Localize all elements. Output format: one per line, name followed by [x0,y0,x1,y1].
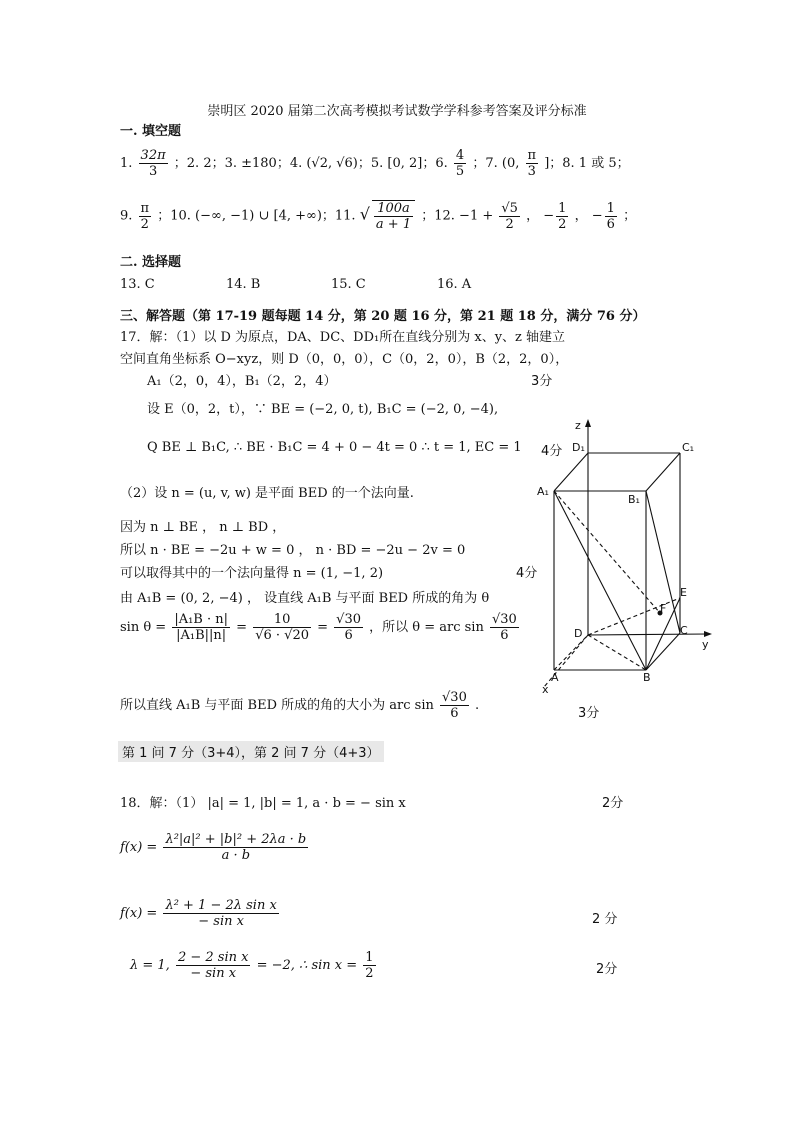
p18-line-1: 18．解：（1） |a| = 1, |b| = 1, a · b = − sin x [120,796,406,811]
fraction: $\frac{\pi}{2}$ [140,200,150,232]
fraction: $\frac{√30}{6}$ [442,690,467,721]
p17-line-3: A₁（2，0，4），B₁（2，2，4） [147,374,337,389]
label-D1: D₁ [572,441,585,454]
cuboid-figure [530,415,720,700]
choice-answer-13: 13. C [120,277,155,292]
label-C: C [680,624,688,637]
p17-line-1: 17．解：（1）以 D 为原点，DA、DC、DD₁所在直线分别为 x、y、z 轴建立 [120,330,566,345]
fraction: $\frac{1}{6}$ [606,200,615,232]
label-E: E [680,586,687,599]
fraction: $\frac{\text{λ²|a|² + |b|² + 2λa · b}}{a \cdot b}$ [165,832,307,863]
p18-formula-2: f(x) = $\frac{\text{λ² + 1 − 2λ sin x}}{\text{− sin x}}$ [120,898,277,929]
answers-text: ；12. −1 + [421,208,494,224]
fraction: $\frac{\text{2 − 2 sin x}}{\text{− sin x}}$ [177,950,249,981]
fraction: $\frac{\pi}{3}$ [527,148,537,179]
fraction: $\frac{1}{2}$ [558,200,567,232]
fill-blank-line-2: 9. $\frac{\pi}{2}$ ；10. (−∞, −1) ∪ [4, +∞)；11. √ $\frac{100a}{a + 1}$ ；12. −1 + $\frac{√5}{2}$ ， − $\frac{1}{2}$ ， − $\frac{1}{6}$ ； [120,200,637,232]
item-number: 1. [120,156,133,171]
scoring-note: 第 1 问 7 分（3+4），第 2 问 7 分（4+3） [118,741,384,762]
label-D: D [574,627,583,640]
choice-answer-14: 14. B [226,277,261,292]
score-label: 2分 [602,796,624,811]
sqrt-fraction: $\frac{100a}{a + 1}$ [372,200,415,232]
label-C1: C₁ [682,441,695,454]
edge-BC [646,633,680,670]
answers-text: ；10. (−∞, −1) ∪ [4, +∞)；11. [157,208,356,224]
answers-text: ；7. (0, [472,156,520,171]
fraction: $\frac{1}{2}$ [365,950,374,981]
edge-A1D1 [554,453,588,491]
fill-blank-line-1 [120,148,630,179]
label-A1: A₁ [537,485,549,498]
p17-line-2: 空间直角坐标系 O−xyz，则 D（0，0，0），C（0，2，0），B（2，2，0）， [120,352,569,367]
section-solution-heading: 三、解答题（第 17-19 题每题 14 分，第 20 题 16 分，第 21 题 18 分，满分 76 分） [120,309,646,324]
score-label: 2 分 [592,912,618,927]
edge-B1C1 [646,453,680,491]
score-label: 3分 [531,374,553,389]
choice-answer-16: 16. A [437,277,472,292]
answers-text: ]；8. 1 或 5； [544,156,630,171]
p17-line-6: （2）设 n = (u, v, w) 是平面 BED 的一个法向量. [120,486,414,501]
fraction: $\frac{10}{√6 \cdot √20}$ [255,612,309,643]
page-title: 崇明区 2020 届第二次高考模拟考试数学学科参考答案及评分标准 [207,104,587,119]
label-B1: B₁ [628,493,640,506]
label-x: x [542,683,549,696]
section-choice-heading: 二. 选择题 [120,255,182,270]
p17-sin-formula: sin θ = $\frac{\text{|A₁B · n|}}{\text{|A₁B||n|}}$ = $\frac{10}{√6 \cdot √20}$ = $\frac{√30}{6}$ ，所以 θ = arc sin $\frac{√30}{6}$ [120,612,517,643]
z-arrow [585,419,591,427]
y-axis [588,634,708,635]
p17-line-10: 由 A₁B = (0, 2, −4) ， 设直线 A₁B 与平面 BED 所成的角为 θ [120,591,490,606]
fraction: $\frac{√30}{6}$ [491,612,517,643]
line-A1B [554,491,646,670]
p18-formula-3: λ = 1, $\frac{\text{2 − 2 sin x}}{\text{− sin x}}$ = −2, ∴ sin x = $\frac{1}{2}$ [130,950,374,981]
item-number: 9. [120,208,133,224]
fraction: $\frac{\text{λ² + 1 − 2λ sin x}}{\text{− sin x}}$ [165,898,277,929]
fraction: $\frac{4}{5}$ [455,148,465,179]
p17-line-5: Q BE ⊥ B₁C, ∴ BE · B₁C = 4 + 0 − 4t = 0 ∴ t = 1, EC = 1 [147,440,522,455]
fraction: $\frac{32\pi}{3}$ [140,148,166,179]
score-label: 3分 [578,706,600,721]
p17-line-7: 因为 n ⊥ BE ， n ⊥ BD ， [120,520,286,535]
p17-line-4: 设 E（0，2，t），∵ BE = (−2, 0, t), B₁C = (−2, 0, −4), [147,402,499,417]
label-z: z [575,419,581,432]
label-y: y [702,638,709,651]
section-fill-blank-heading: 一. 填空题 [120,124,182,139]
p17-line-8: 所以 n · BE = −2u + w = 0 ， n · BD = −2u − 2v = 0 [120,543,466,558]
label-B: B [643,671,651,684]
p17-line-9: 可以取得其中的一个法向量得 n = (1, −1, 2) [120,566,384,581]
label-A: A [551,671,559,684]
score-label: 4分 [541,444,563,459]
y-arrow [704,631,712,637]
fraction: $\frac{\text{|A₁B · n|}}{\text{|A₁B||n|}}$ [174,612,229,643]
p18-formula-1: f(x) = $\frac{\text{λ²|a|² + |b|² + 2λa · b}}{a \cdot b}$ [120,832,307,863]
p17-conclusion: 所以直线 A₁B 与平面 BED 所成的角的大小为 arc sin $\frac{√30}{6}$ . [120,690,480,721]
choice-answer-15: 15. C [331,277,366,292]
fraction: $\frac{√5}{2}$ [501,200,518,232]
label-F: F [660,602,667,615]
answers-text: ；2. 2；3. ±180；4. (√2, √6)；5. [0, 2]；6. [173,156,448,171]
score-label: 4分 [516,566,538,581]
score-label: 2分 [596,962,618,977]
fraction: $\frac{√30}{6}$ [336,612,361,643]
